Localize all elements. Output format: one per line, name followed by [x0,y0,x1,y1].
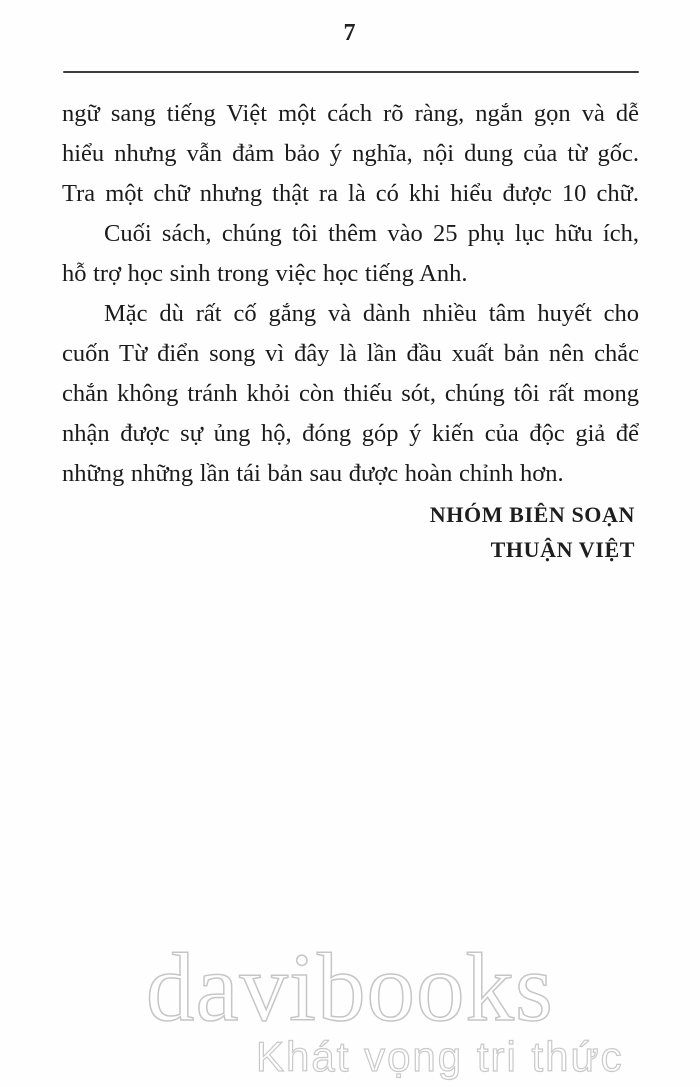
body-line: chắn không tránh khỏi còn thiếu sót, chúng tôi rất mong [62,380,639,407]
page-number: 7 [343,20,357,46]
watermark-tagline: Khát vọng tri thức [256,1033,624,1080]
body-line: ngữ sang tiếng Việt một cách rõ ràng, ngắn gọn và dễ [62,100,639,127]
signature-group-name: NHÓM BIÊN SOẠN [429,502,635,527]
body-line: Mặc dù rất cố gắng và dành nhiều tâm huyết cho [104,300,639,327]
paragraph [62,94,639,214]
author-signature [430,497,635,567]
paragraph [62,294,639,494]
watermark-logo: davibooks [146,934,554,1041]
body-line: cuốn Từ điển song vì đây là lần đầu xuất bản nên chắc [62,340,639,367]
body-line: nhận được sự ủng hộ, đóng góp ý kiến của độc giả để [62,420,639,447]
page-body [62,94,639,494]
body-line: Cuối sách, chúng tôi thêm vào 25 phụ lục hữu ích, [104,220,639,247]
body-line: Tra một chữ nhưng thật ra là có khi hiểu được 10 chữ. [62,180,639,207]
header-rule [63,71,639,73]
body-line: những những lần tái bản sau được hoàn chỉnh hơn. [62,460,564,487]
signature-publisher-name: THUẬN VIỆT [490,537,635,562]
body-line: hiểu nhưng vẫn đảm bảo ý nghĩa, nội dung của từ gốc. [62,140,639,167]
body-line: hỗ trợ học sinh trong việc học tiếng Anh. [62,260,468,287]
paragraph [62,214,639,294]
